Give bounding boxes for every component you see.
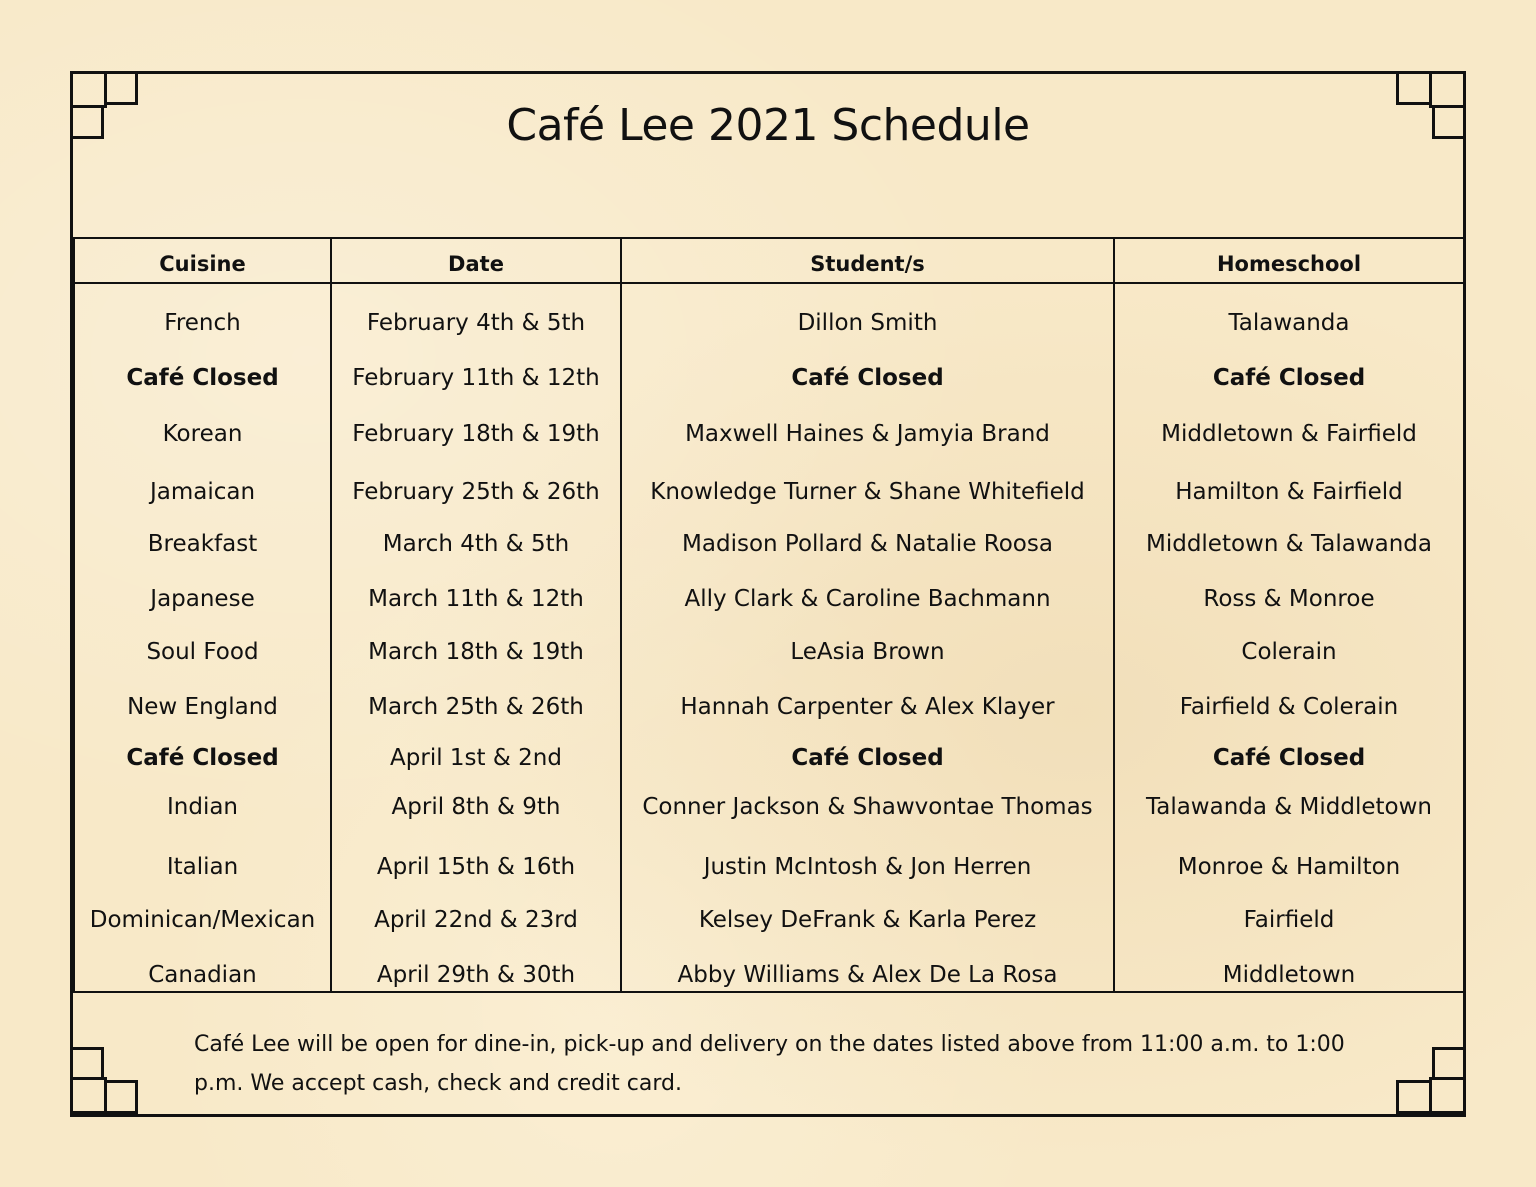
cell-homeschool: Talawanda <box>1228 310 1350 336</box>
footer-line-2: p.m. We accept cash, check and credit card. <box>194 1071 682 1096</box>
cell-students: Café Closed <box>791 745 944 771</box>
cell-students: Madison Pollard & Natalie Roosa <box>682 531 1053 557</box>
cell-cuisine: New England <box>127 694 278 720</box>
header-date: Date <box>448 252 504 276</box>
cell-students: Ally Clark & Caroline Bachmann <box>684 586 1051 612</box>
header-homeschool: Homeschool <box>1216 252 1362 276</box>
cell-date: March 11th & 12th <box>368 586 584 612</box>
table-top-border <box>73 237 1463 239</box>
cell-date: February 25th & 26th <box>352 479 600 505</box>
cell-homeschool: Middletown & Fairfield <box>1161 421 1417 447</box>
cell-date: March 18th & 19th <box>368 639 584 665</box>
cell-homeschool: Middletown & Talawanda <box>1145 531 1432 557</box>
cell-date: April 22nd & 23rd <box>374 907 578 933</box>
cell-date: April 8th & 9th <box>391 794 561 820</box>
cell-date: April 15th & 16th <box>376 854 576 880</box>
cell-students: Hannah Carpenter & Alex Klayer <box>680 694 1055 720</box>
cell-students: LeAsia Brown <box>790 639 945 665</box>
cell-cuisine: Breakfast <box>147 531 258 557</box>
cell-students: Kelsey DeFrank & Karla Perez <box>698 907 1037 933</box>
cell-cuisine: French <box>164 310 241 336</box>
cell-cuisine: Canadian <box>148 962 257 988</box>
cell-students: Justin McIntosh & Jon Herren <box>703 854 1032 880</box>
corner-ornament-bottom-left <box>70 1047 140 1114</box>
cell-date: February 11th & 12th <box>352 365 600 391</box>
cell-date: April 1st & 2nd <box>390 745 562 771</box>
cell-students: Maxwell Haines & Jamyia Brand <box>685 421 1050 447</box>
cell-homeschool: Talawanda & Middletown <box>1145 794 1432 820</box>
cell-cuisine: Café Closed <box>126 745 279 771</box>
footer-line-1: Café Lee will be open for dine-in, pick-up and delivery on the dates listed above from 11:00 a.m. to 1:00 <box>194 1032 1345 1057</box>
cell-cuisine: Korean <box>162 421 243 447</box>
cell-homeschool: Café Closed <box>1212 745 1366 771</box>
footer-note <box>194 1025 1354 1103</box>
page-title: Café Lee 2021 Schedule <box>506 100 1030 151</box>
table-bottom-border <box>73 991 1463 993</box>
cell-homeschool: Colerain <box>1241 639 1337 665</box>
cell-cuisine: Jamaican <box>149 479 256 505</box>
cell-homeschool: Fairfield <box>1243 907 1335 933</box>
cell-students: Abby Williams & Alex De La Rosa <box>677 962 1058 988</box>
cell-date: April 29th & 30th <box>376 962 576 988</box>
cell-students: Café Closed <box>791 365 944 391</box>
cell-date: March 25th & 26th <box>368 694 584 720</box>
cell-homeschool: Hamilton & Fairfield <box>1175 479 1403 505</box>
cell-date: February 4th & 5th <box>366 310 586 336</box>
cell-homeschool: Middletown <box>1222 962 1356 988</box>
cell-cuisine: Café Closed <box>126 365 279 391</box>
cell-homeschool: Fairfield & Colerain <box>1179 694 1399 720</box>
header-divider <box>73 282 1463 284</box>
cell-cuisine: Soul Food <box>146 639 259 665</box>
corner-ornament-bottom-right <box>1396 1047 1466 1114</box>
cell-students: Knowledge Turner & Shane Whitefield <box>650 479 1085 505</box>
cell-students: Conner Jackson & Shawvontae Thomas <box>642 794 1093 820</box>
cell-cuisine: Japanese <box>150 586 255 612</box>
cell-cuisine: Dominican/Mexican <box>89 907 316 933</box>
cell-cuisine: Italian <box>166 854 239 880</box>
header-cuisine: Cuisine <box>159 252 246 276</box>
cell-homeschool: Monroe & Hamilton <box>1177 854 1401 880</box>
cell-cuisine: Indian <box>166 794 239 820</box>
cell-date: March 4th & 5th <box>382 531 570 557</box>
cell-homeschool: Café Closed <box>1212 365 1366 391</box>
cell-homeschool: Ross & Monroe <box>1203 586 1375 612</box>
cell-date: February 18th & 19th <box>352 421 600 447</box>
cell-students: Dillon Smith <box>797 310 938 336</box>
header-students: Student/s <box>810 252 925 276</box>
